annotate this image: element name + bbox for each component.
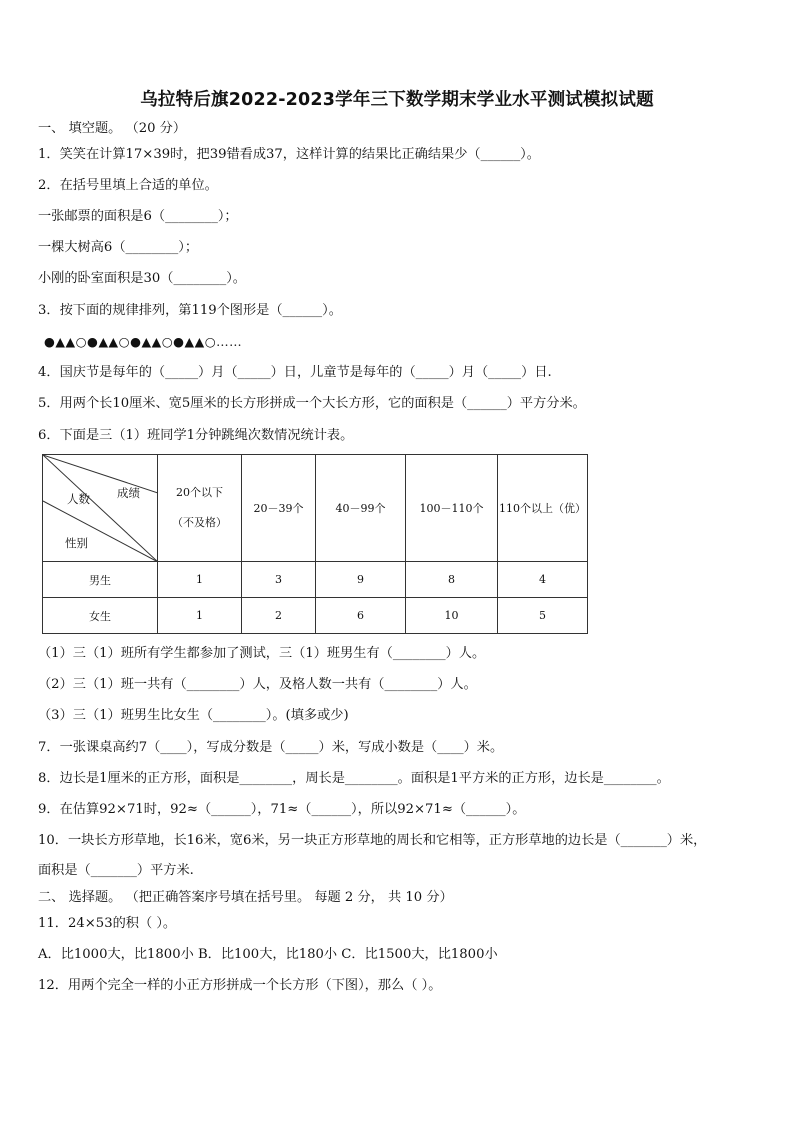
question-6-1: （1）三（1）班所有学生都参加了测试，三（1）班男生有（________）人。 bbox=[38, 646, 486, 661]
question-6-3: （3）三（1）班男生比女生（________）。(填多或少) bbox=[38, 708, 349, 723]
question-9: 9．在估算92×71时，92≈（______），71≈（______），所以92×71≈（______）。 bbox=[38, 802, 526, 817]
table-cell: 1 bbox=[158, 598, 242, 634]
table-cell: 2 bbox=[242, 598, 316, 634]
table-corner-cell bbox=[43, 455, 158, 562]
question-11: 11．24×53的积（ ）。 bbox=[38, 916, 177, 931]
table-cell: 4 bbox=[498, 562, 588, 598]
header-20-39: 20－39个 bbox=[242, 455, 316, 562]
question-5: 5．用两个长10厘米、宽5厘米的长方形拼成一个大长方形，它的面积是（______）平方分米。 bbox=[38, 396, 586, 411]
question-2a: 一张邮票的面积是6（________）； bbox=[38, 209, 238, 224]
table-cell: 6 bbox=[316, 598, 406, 634]
table-cell: 3 bbox=[242, 562, 316, 598]
header-40-99: 40－99个 bbox=[316, 455, 406, 562]
question-10-continued: 面积是（_______）平方米. bbox=[38, 863, 194, 878]
header-over-110: 110个以上（优） bbox=[498, 455, 588, 562]
shape-sequence: ●▲▲○●▲▲○●▲▲○●▲▲○…… bbox=[44, 334, 243, 349]
question-6-2: （2）三（1）班一共有（________）人，及格人数一共有（________）人。 bbox=[38, 677, 477, 692]
question-12: 12．用两个完全一样的小正方形拼成一个长方形（下图），那么（ ）。 bbox=[38, 978, 442, 993]
table-cell: 10 bbox=[406, 598, 498, 634]
row-label-boys: 男生 bbox=[43, 562, 158, 598]
question-1: 1．笑笑在计算17×39时，把39错看成37，这样计算的结果比正确结果少（______）。 bbox=[38, 147, 540, 162]
diagonal-lines bbox=[43, 455, 158, 562]
table-cell: 5 bbox=[498, 598, 588, 634]
question-11-options: A．比1000大，比1800小 B．比100大，比180小 C．比1500大，比1800小 bbox=[38, 947, 498, 962]
table-cell: 9 bbox=[316, 562, 406, 598]
section-2-heading: 二、 选择题。 （把正确答案序号填在括号里。 每题 2 分， 共 10 分） bbox=[38, 890, 453, 905]
row-label-girls: 女生 bbox=[43, 598, 158, 634]
question-3: 3．按下面的规律排列，第119个图形是（______）。 bbox=[38, 303, 342, 318]
question-2: 2．在括号里填上合适的单位。 bbox=[38, 178, 218, 193]
question-2b: 一棵大树高6（________）； bbox=[38, 240, 199, 255]
corner-label-count: 人数 bbox=[67, 492, 90, 506]
question-6: 6．下面是三（1）班同学1分钟跳绳次数情况统计表。 bbox=[38, 428, 354, 443]
table-row bbox=[43, 562, 588, 598]
question-4: 4．国庆节是每年的（_____）月（_____）日，儿童节是每年的（_____）月（_____）日. bbox=[38, 365, 552, 380]
header-100-110: 100－110个 bbox=[406, 455, 498, 562]
corner-label-gender: 性别 bbox=[65, 536, 88, 550]
table-cell: 8 bbox=[406, 562, 498, 598]
page-title: 乌拉特后旗2022-2023学年三下数学期末学业水平测试模拟试题 bbox=[140, 90, 654, 110]
header-under-20: 20个以下 （不及格） bbox=[158, 455, 242, 562]
question-2c: 小刚的卧室面积是30（________）。 bbox=[38, 271, 246, 286]
section-1-heading: 一、 填空题。 （20 分） bbox=[38, 121, 187, 136]
corner-label-score: 成绩 bbox=[117, 486, 140, 500]
question-8: 8．边长是1厘米的正方形，面积是________，周长是________。面积是1平方米的正方形，边长是________。 bbox=[38, 771, 670, 786]
jump-rope-table bbox=[42, 454, 588, 634]
question-7: 7．一张课桌高约7（____），写成分数是（_____）米，写成小数是（____）米。 bbox=[38, 740, 504, 755]
question-10: 10．一块长方形草地，长16米，宽6米，另一块正方形草地的周长和它相等，正方形草地的边长是（_______）米， bbox=[38, 833, 707, 848]
table-cell: 1 bbox=[158, 562, 242, 598]
table-row bbox=[43, 598, 588, 634]
